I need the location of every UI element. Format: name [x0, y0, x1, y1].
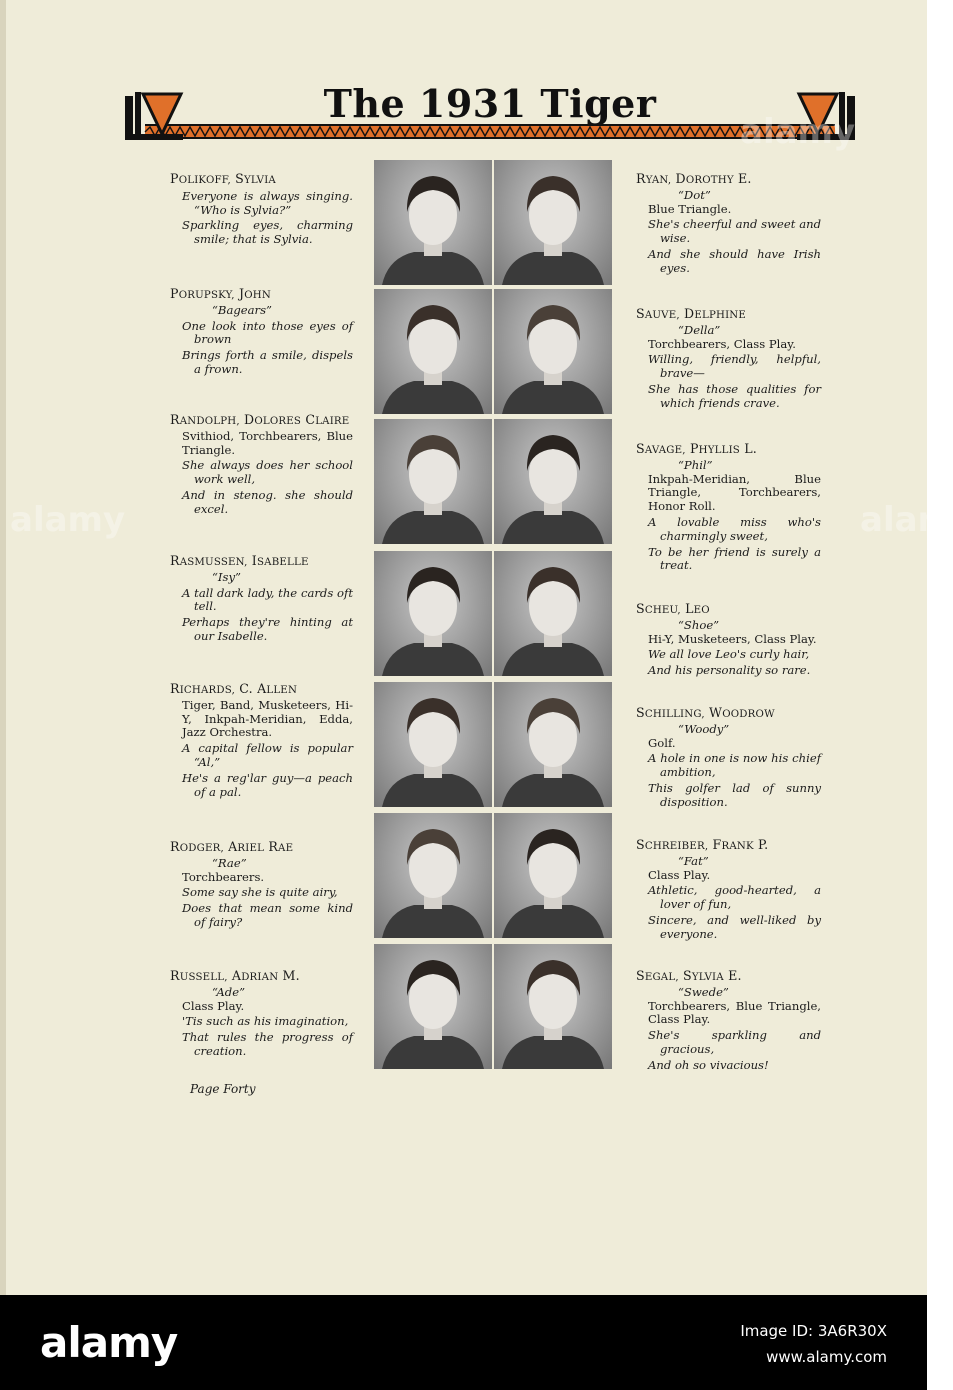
student-portrait — [494, 160, 612, 285]
student-verse-line: Does that mean some kind of fairy? — [182, 901, 353, 929]
student-entry — [636, 969, 821, 1073]
student-verse-line: A lovable miss who's charmingly sweet, — [648, 514, 821, 543]
page-binding-edge — [0, 0, 6, 1295]
page-title: The 1931 Tiger — [323, 81, 657, 126]
student-entry — [636, 172, 821, 276]
student-entry — [170, 554, 353, 644]
student-entry — [170, 172, 353, 247]
student-name: SCHEU, LEO — [636, 601, 710, 616]
student-nickname: “Phil” — [678, 457, 713, 472]
student-name: SCHILLING, WOODROW — [636, 705, 775, 720]
student-verse-line: One look into those eyes of brown — [182, 318, 353, 347]
student-activities: Tiger, Band, Musketeers, Hi-Y, Inkpah-Meridian, Edda, Jazz Orchestra. — [182, 697, 353, 740]
student-verse-line: Brings forth a smile, dispels a frown. — [182, 348, 353, 376]
student-verse-line: A tall dark lady, the cards oft tell. — [182, 585, 353, 614]
student-portrait — [494, 551, 612, 676]
student-verse-line: To be her friend is surely a treat. — [648, 544, 821, 573]
student-verse-line: She's cheerful and sweet and wise. — [648, 217, 821, 246]
student-verse-line: Some say she is quite airy, — [182, 885, 338, 900]
student-name: RICHARDS, C. ALLEN — [170, 681, 298, 696]
watermark-stamp: alamy — [10, 500, 126, 540]
student-verse-line: We all love Leo's curly hair, — [648, 647, 810, 662]
student-nickname: “Dot” — [678, 187, 711, 202]
student-verse-line: This golfer lad of sunny disposition. — [648, 780, 821, 809]
student-nickname: “Della” — [678, 322, 721, 337]
student-entry — [636, 602, 821, 678]
watermark-url: www.alamy.com — [766, 1348, 887, 1366]
student-portrait — [374, 419, 492, 544]
student-activities: Torchbearers, Class Play. — [648, 336, 796, 351]
student-activities: Inkpah-Meridian, Blue Triangle, Torchbearers, Honor Roll. — [648, 471, 821, 514]
student-name: SAUVE, DELPHINE — [636, 306, 747, 321]
student-verse-line: A hole in one is now his chief ambition, — [648, 751, 821, 780]
student-nickname: “Rae” — [212, 855, 247, 870]
student-portrait — [374, 944, 492, 1069]
student-entry — [636, 442, 821, 573]
student-name: SCHREIBER, FRANK P. — [636, 837, 769, 852]
student-portrait — [374, 289, 492, 414]
student-activities: Svithiod, Torchbearers, Blue Triangle. — [182, 428, 353, 457]
student-verse-line: And oh so vivacious! — [648, 1057, 769, 1072]
image-id-text: Image ID: 3A6R30X — [740, 1322, 887, 1340]
student-nickname: “Ade” — [212, 984, 246, 999]
student-verse-line: Athletic, good-hearted, a lover of fun, — [648, 883, 821, 912]
page-number: Page Forty — [190, 1082, 256, 1096]
student-nickname: “Shoe” — [678, 617, 720, 632]
student-activities: Class Play. — [648, 867, 711, 882]
student-name: RYAN, DOROTHY E. — [636, 171, 752, 186]
student-verse-line: Perhaps they're hinting at our Isabelle. — [182, 615, 353, 643]
student-name: RASMUSSEN, ISABELLE — [170, 553, 309, 568]
student-nickname: “Bagears” — [212, 302, 272, 317]
student-activities: Golf. — [648, 735, 676, 750]
student-verse-line: Willing, friendly, helpful, brave— — [648, 352, 821, 381]
watermark-stamp: alam — [860, 500, 953, 540]
student-verse-line: And she should have Irish eyes. — [648, 246, 821, 275]
student-portrait — [374, 813, 492, 938]
student-portrait — [494, 419, 612, 544]
student-name: POLIKOFF, SYLVIA — [170, 171, 276, 186]
student-verse-line: A capital fellow is popular “Al,” — [182, 741, 353, 769]
student-nickname: “Isy” — [212, 569, 241, 584]
student-verse-line: Everyone is always singing. “Who is Sylvia?” — [182, 188, 353, 217]
student-verse-line: Sparkling eyes, charming smile; that is Sylvia. — [182, 218, 353, 247]
student-name: RODGER, ARIEL RAE — [170, 839, 294, 854]
student-entry — [170, 287, 353, 377]
student-verse-line: He's a reg'lar guy—a peach of a pal. — [182, 770, 353, 799]
student-nickname: “Swede” — [678, 984, 729, 999]
student-verse-line: Sincere, and well-liked by everyone. — [648, 912, 821, 941]
student-activities: Blue Triangle. — [648, 201, 732, 216]
student-entry — [170, 840, 353, 930]
student-activities: Torchbearers, Blue Triangle, Class Play. — [648, 998, 821, 1027]
student-name: RUSSELL, ADRIAN M. — [170, 968, 300, 983]
watermark-stamp: alamy — [740, 112, 856, 152]
student-portrait — [374, 160, 492, 285]
student-nickname: “Woody” — [678, 721, 730, 736]
student-name: SEGAL, SYLVIA E. — [636, 968, 742, 983]
student-verse-line: And his personality so rare. — [648, 663, 811, 678]
student-verse-line: She's sparkling and gracious, — [648, 1028, 821, 1056]
student-entry — [170, 682, 353, 799]
student-portrait — [494, 944, 612, 1069]
student-portrait — [494, 682, 612, 807]
student-activities: Torchbearers. — [182, 869, 265, 884]
student-activities: Class Play. — [182, 998, 245, 1013]
student-portrait — [374, 551, 492, 676]
student-portrait — [494, 289, 612, 414]
alamy-logo: alamy — [40, 1318, 178, 1367]
student-entry — [636, 706, 821, 810]
student-entry — [170, 969, 353, 1059]
student-activities: Hi-Y, Musketeers, Class Play. — [648, 631, 817, 646]
student-verse-line: That rules the progress of creation. — [182, 1030, 353, 1058]
student-entry — [636, 838, 821, 942]
student-entry — [636, 307, 821, 411]
student-entry — [170, 413, 353, 517]
student-name: PORUPSKY, JOHN — [170, 286, 271, 301]
student-name: RANDOLPH, DOLORES CLAIRE — [170, 412, 350, 427]
student-name: SAVAGE, PHYLLIS L. — [636, 441, 757, 456]
student-verse-line: And in stenog. she should excel. — [182, 487, 353, 516]
student-portrait — [494, 813, 612, 938]
student-nickname: “Fat” — [678, 853, 709, 868]
student-portrait — [374, 682, 492, 807]
student-verse-line: 'Tis such as his imagination, — [182, 1014, 349, 1029]
student-verse-line: She always does her school work well, — [182, 458, 353, 487]
student-verse-line: She has those qualities for which friends crave. — [648, 381, 821, 410]
